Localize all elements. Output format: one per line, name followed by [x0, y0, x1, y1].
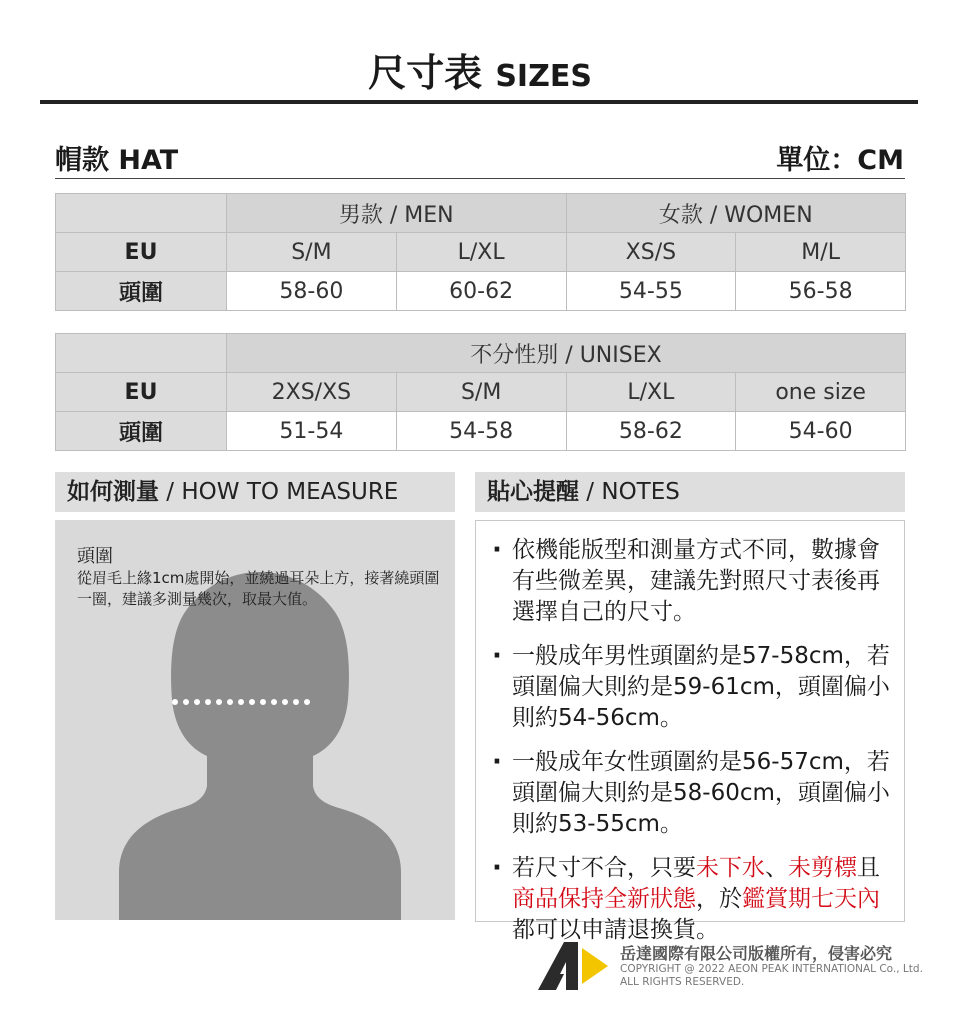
copyright-line: COPYRIGHT @ 2022 AEON PEAK INTERNATIONAL Co., Ltd.: [620, 963, 923, 975]
table-header-row: [56, 334, 906, 373]
how-to-measure-cn: 如何測量: [67, 479, 159, 505]
note-text: 都可以申請退換貨。: [512, 917, 719, 943]
note-text: 若尺寸不合，只要: [512, 855, 696, 881]
table-row: [56, 373, 906, 412]
size-cell: L/XL: [566, 373, 736, 412]
note-highlight: 鑑賞期七天內: [742, 886, 880, 912]
note-highlight: 商品保持全新狀態: [512, 886, 696, 912]
size-table-men-women: [55, 193, 906, 311]
table-row: [56, 272, 906, 311]
size-table-unisex: [55, 333, 906, 451]
notes-header-en: / NOTES: [579, 479, 680, 505]
hat-section-title: 帽款 HAT: [55, 145, 179, 176]
head-cell: 54-60: [736, 412, 906, 451]
table-corner-cell: [56, 334, 227, 373]
note-text: 且: [857, 855, 880, 881]
head-cell: 58-60: [227, 272, 397, 311]
note-highlight: 未剪標: [788, 855, 857, 881]
note-item: · 一般成年女性頭圍約是56-57cm，若頭圍偏大則約是58-60cm，頭圍偏小則約53-55cm。: [490, 747, 890, 840]
head-cell: 54-58: [396, 412, 566, 451]
measure-item-title: 頭圍: [77, 546, 113, 567]
note-item-return-policy: [490, 853, 890, 946]
head-cell: 54-55: [566, 272, 736, 311]
section-divider: [55, 178, 905, 179]
size-cell: S/M: [227, 233, 397, 272]
row-label-eu: EU: [56, 233, 227, 272]
size-cell: S/M: [396, 373, 566, 412]
how-to-measure-panel: [55, 520, 455, 920]
size-cell: M/L: [736, 233, 906, 272]
row-label-head: 頭圍: [56, 272, 227, 311]
notes-list: [476, 521, 904, 946]
head-cell: 51-54: [227, 412, 397, 451]
row-label-head: 頭圍: [56, 412, 227, 451]
measure-instructions: 從眉毛上緣1cm處開始，並繞過耳朵上方，接著繞頭圍一圈，建議多測量幾次，取最大值。: [77, 569, 440, 608]
table-row: [56, 412, 906, 451]
notes-header-cn: 貼心提醒: [487, 479, 579, 505]
size-cell: one size: [736, 373, 906, 412]
copyright-line: ALL RIGHTS RESERVED.: [620, 976, 745, 988]
page-title: [0, 42, 960, 97]
how-to-measure-en: / HOW TO MEASURE: [159, 479, 399, 505]
note-text: ，於: [696, 886, 742, 912]
row-label-eu: EU: [56, 373, 227, 412]
note-highlight: 未下水: [696, 855, 765, 881]
group-men-header: 男款 / MEN: [227, 194, 567, 233]
aeon-peak-logo-icon: [538, 940, 610, 992]
copyright-cn: 岳達國際有限公司版權所有，侵害必究: [620, 944, 893, 963]
copyright-en: [620, 963, 923, 989]
size-cell: 2XS/XS: [227, 373, 397, 412]
notes-header: [475, 472, 905, 512]
note-item: · 一般成年男性頭圍約是57-58cm，若頭圍偏大則約是59-61cm，頭圍偏小則約54-56cm。: [490, 641, 890, 734]
head-silhouette: [119, 572, 401, 920]
table-corner-cell: [56, 194, 227, 233]
group-unisex-header: 不分性別 / UNISEX: [227, 334, 906, 373]
size-cell: L/XL: [396, 233, 566, 272]
head-cell: 60-62: [396, 272, 566, 311]
table-header-row: [56, 194, 906, 233]
head-cell: 56-58: [736, 272, 906, 311]
notes-panel: [475, 520, 905, 943]
how-to-measure-header: [55, 472, 455, 512]
note-item: · 依機能版型和測量方式不同，數據會有些微差異，建議先對照尺寸表後再選擇自己的尺寸。: [490, 535, 890, 628]
unit-label: 單位：CM: [776, 145, 904, 176]
page-title-en: SIZES: [495, 59, 592, 94]
table-row: [56, 233, 906, 272]
size-cell: XS/S: [566, 233, 736, 272]
title-divider: [40, 100, 918, 104]
head-cell: 58-62: [566, 412, 736, 451]
page-title-cn: 尺寸表: [368, 51, 483, 95]
group-women-header: 女款 / WOMEN: [566, 194, 906, 233]
note-text: 、: [765, 855, 788, 881]
